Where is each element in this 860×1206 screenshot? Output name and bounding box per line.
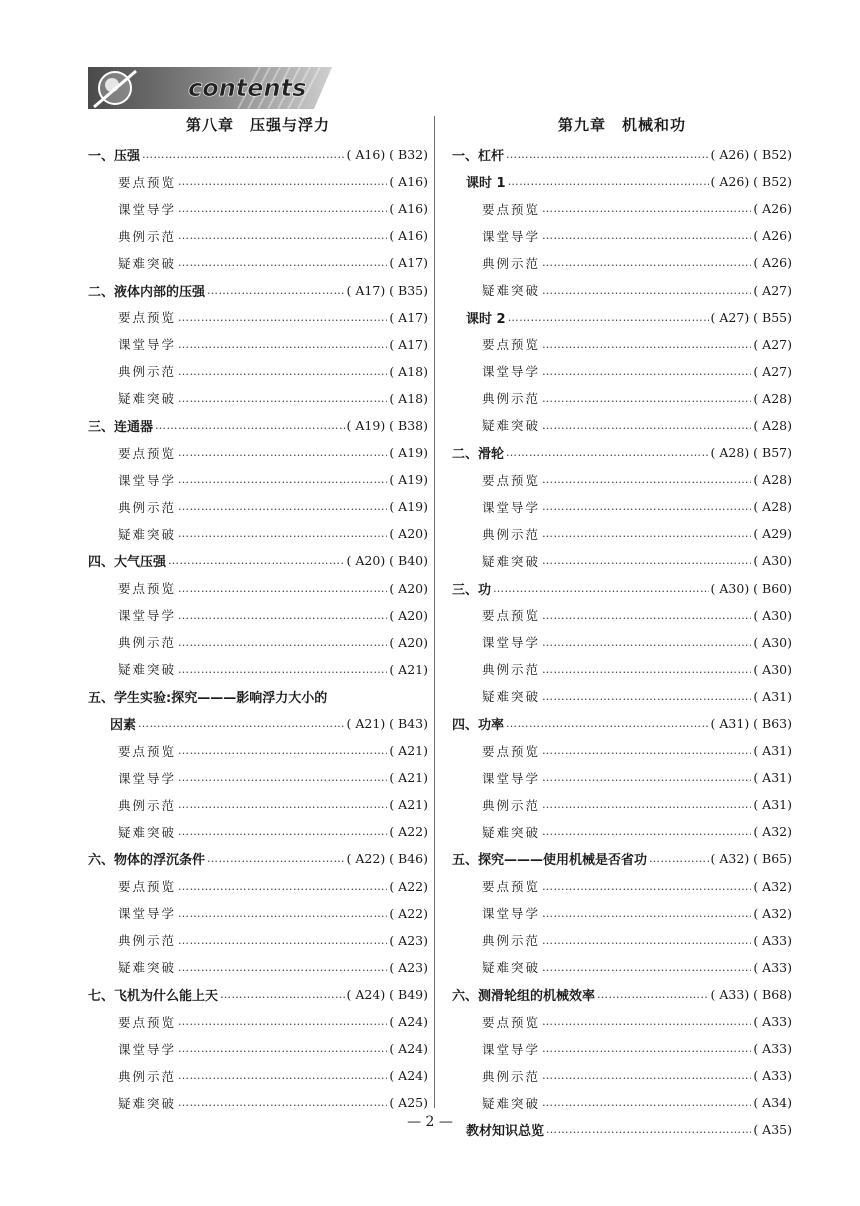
dot-leader (178, 880, 387, 893)
toc-entry-label: 要点预览 (118, 581, 177, 597)
toc-entry-label: 要点预览 (482, 201, 541, 217)
toc-subentry[interactable] (452, 358, 792, 385)
toc-entry-label: 疑难突破 (482, 960, 541, 976)
toc-entry-label: 课堂导学 (482, 635, 541, 651)
toc-entry-label: 典例示范 (482, 526, 541, 542)
dot-leader (542, 771, 751, 784)
dot-leader (542, 825, 751, 838)
toc-subentry[interactable] (88, 818, 428, 845)
toc-entry-label: 疑难突破 (118, 391, 177, 407)
toc-subentry[interactable] (88, 737, 428, 764)
page-reference: ( A19) (389, 472, 428, 488)
toc-entry-label: 典例示范 (118, 499, 177, 515)
dot-leader (220, 988, 345, 1001)
toc-entry-label: 课堂导学 (118, 337, 177, 353)
dot-leader (178, 961, 387, 974)
toc-entry-label: 课时 1 (466, 176, 506, 192)
toc-list (88, 141, 428, 1116)
page-reference: ( A16) ( B32) (346, 147, 428, 163)
toc-entry[interactable] (452, 845, 792, 872)
toc-entry-label: 典例示范 (482, 662, 541, 678)
page-reference: ( A27) (753, 363, 792, 379)
page-reference: ( A23) (389, 959, 428, 975)
page-reference: ( A28) (753, 472, 792, 488)
toc-subentry[interactable] (88, 900, 428, 927)
chapter-title: 第九章 机械和功 (557, 116, 686, 134)
toc-entry-label: 课堂导学 (482, 364, 541, 380)
dot-leader (542, 473, 751, 486)
dot-leader (542, 527, 751, 540)
page-reference: ( A21) (389, 743, 428, 759)
page-reference: ( A17) (389, 336, 428, 352)
toc-entry-label: 疑难突破 (118, 255, 177, 271)
toc-entry-label: 要点预览 (118, 1014, 177, 1030)
toc-entry-label: 七、飞机为什么能上天 (88, 988, 219, 1004)
dot-leader (649, 852, 709, 865)
toc-entry-label: 典例示范 (118, 933, 177, 949)
toc-subentry[interactable] (88, 304, 428, 331)
toc-entry-label: 四、功率 (452, 718, 505, 734)
page-reference: ( A20) (389, 607, 428, 623)
page-reference: ( A26) (753, 228, 792, 244)
dot-leader (178, 1042, 387, 1055)
toc-entry-label: 要点预览 (118, 310, 177, 326)
toc-subentry[interactable] (452, 927, 792, 954)
page-reference: ( A31) (753, 797, 792, 813)
toc-subentry[interactable] (88, 764, 428, 791)
dot-leader (508, 175, 709, 188)
toc-entry-label: 教材知识总览 (466, 1124, 545, 1140)
dot-leader (542, 1042, 751, 1055)
page-reference: ( A26) ( B52) (710, 174, 792, 190)
dot-leader (138, 717, 345, 730)
dot-leader (542, 229, 751, 242)
dot-leader (506, 717, 709, 730)
toc-entry[interactable] (452, 575, 792, 602)
dot-leader (542, 1096, 751, 1109)
toc-subentry[interactable] (88, 927, 428, 954)
toc-entry-label: 疑难突破 (118, 824, 177, 840)
page-reference: ( A18) (389, 363, 428, 379)
toc-entry-label: 课时 2 (466, 311, 506, 327)
toc-subentry[interactable] (88, 385, 428, 412)
page-reference: ( A21) ( B43) (346, 716, 428, 732)
toc-subentry[interactable] (452, 331, 792, 358)
page-reference: ( A20) (389, 580, 428, 596)
toc-subentry[interactable] (452, 873, 792, 900)
toc-entry-label: 疑难突破 (482, 689, 541, 705)
toc-subentry[interactable] (88, 873, 428, 900)
page-reference: ( A34) (753, 1095, 792, 1111)
page-reference: ( A31) (753, 688, 792, 704)
dot-leader (178, 1069, 387, 1082)
dot-leader (508, 311, 709, 324)
dot-leader (542, 1015, 751, 1028)
dot-leader (542, 419, 751, 432)
dot-leader (178, 229, 387, 242)
toc-entry-label: 典例示范 (118, 228, 177, 244)
toc-subentry[interactable] (452, 737, 792, 764)
toc-subentry[interactable] (452, 602, 792, 629)
page-reference: ( A28) ( B57) (710, 445, 792, 461)
dot-leader (542, 907, 751, 920)
dot-leader (178, 582, 387, 595)
page-reference: ( A35) (753, 1122, 792, 1138)
page-reference: ( A21) (389, 770, 428, 786)
toc-subentry[interactable] (88, 602, 428, 629)
dot-leader (178, 663, 387, 676)
toc-subentry[interactable] (452, 1008, 792, 1035)
toc-entry-label: 课堂导学 (118, 472, 177, 488)
toc-entry-label: 疑难突破 (482, 283, 541, 299)
left-column (88, 114, 428, 1116)
page-reference: ( A31) ( B63) (710, 716, 792, 732)
toc-entry-label: 要点预览 (482, 879, 541, 895)
dot-leader (542, 500, 751, 513)
dot-leader (178, 1015, 387, 1028)
page-reference: ( A16) (389, 201, 428, 217)
dot-leader (542, 690, 751, 703)
toc-subentry[interactable] (452, 222, 792, 249)
page-reference: ( A26) ( B52) (710, 147, 792, 163)
page-reference: ( A24) (389, 1068, 428, 1084)
toc-entry[interactable] (88, 710, 428, 737)
toc-entry[interactable] (452, 141, 792, 168)
toc-subentry[interactable] (452, 466, 792, 493)
dot-leader (178, 446, 387, 459)
toc-entry-label: 三、功 (452, 582, 492, 598)
toc-entry-label: 要点预览 (118, 879, 177, 895)
toc-subentry[interactable] (88, 791, 428, 818)
toc-subentry[interactable] (88, 1062, 428, 1089)
toc-subentry[interactable] (452, 1062, 792, 1089)
toc-entry-label: 二、滑轮 (452, 447, 505, 463)
toc-subentry[interactable] (88, 1008, 428, 1035)
toc-subentry[interactable] (88, 331, 428, 358)
dot-leader (178, 744, 387, 757)
toc-subentry[interactable] (88, 358, 428, 385)
dot-leader (178, 1096, 387, 1109)
page-reference: ( A30) (753, 553, 792, 569)
dot-leader (155, 419, 345, 432)
page-reference: ( A22) ( B46) (346, 851, 428, 867)
toc-subentry[interactable] (452, 412, 792, 439)
toc-entry-label: 要点预览 (482, 608, 541, 624)
page-reference: ( A33) (753, 1014, 792, 1030)
page-reference: ( A32) (753, 824, 792, 840)
page-reference: ( A33) (753, 932, 792, 948)
dot-leader (493, 582, 709, 595)
dot-leader (178, 175, 387, 188)
page-reference: ( A33) ( B68) (710, 986, 792, 1002)
toc-entry-label: 典例示范 (118, 1068, 177, 1084)
toc-entry-label: 要点预览 (118, 445, 177, 461)
dot-leader (178, 825, 387, 838)
page-reference: ( A24) ( B49) (346, 986, 428, 1002)
toc-subentry[interactable] (88, 520, 428, 547)
page-reference: ( A31) (753, 770, 792, 786)
dot-leader (542, 880, 751, 893)
page-reference: ( A22) (389, 824, 428, 840)
dot-leader (207, 284, 345, 297)
toc-entry-label: 要点预览 (482, 472, 541, 488)
dot-leader (178, 907, 387, 920)
page-reference: ( A28) (753, 390, 792, 406)
toc-section-heading[interactable]: 五、学生实验:探究———影响浮力大小的 (88, 690, 328, 706)
page-reference: ( A20) ( B40) (346, 553, 428, 569)
dot-leader (506, 446, 709, 459)
dot-leader (178, 392, 387, 405)
toc-entry-label: 一、杠杆 (452, 149, 505, 165)
dot-leader (178, 636, 387, 649)
page-reference: ( A23) (389, 932, 428, 948)
toc-entry[interactable] (452, 168, 792, 195)
page-reference: ( A32) (753, 878, 792, 894)
toc-subentry[interactable] (452, 520, 792, 547)
toc-entry-label: 课堂导学 (482, 228, 541, 244)
toc-subentry[interactable] (452, 818, 792, 845)
toc-subentry[interactable] (452, 493, 792, 520)
toc-entry-label: 典例示范 (482, 255, 541, 271)
page-reference: ( A16) (389, 228, 428, 244)
page-reference: ( A26) (753, 255, 792, 271)
dot-leader (542, 636, 751, 649)
toc-entry-label: 典例示范 (482, 1068, 541, 1084)
toc-entry[interactable] (452, 304, 792, 331)
toc-subentry[interactable] (88, 466, 428, 493)
page-reference: ( A30) ( B60) (710, 580, 792, 596)
page-number: — 2 — (407, 1114, 453, 1130)
toc-subentry[interactable] (452, 195, 792, 222)
toc-entry-label: 疑难突破 (118, 1095, 177, 1111)
toc-subentry[interactable] (452, 791, 792, 818)
toc-entry-label: 课堂导学 (482, 906, 541, 922)
toc-subentry[interactable] (88, 439, 428, 466)
page-reference: ( A27) ( B55) (710, 309, 792, 325)
toc-entry-label: 课堂导学 (482, 499, 541, 515)
page-reference: ( A32) ( B65) (710, 851, 792, 867)
page-reference: ( A20) (389, 634, 428, 650)
toc-subentry[interactable] (452, 547, 792, 574)
toc-entry-label: 六、物体的浮沉条件 (88, 853, 206, 869)
toc-entry-label: 疑难突破 (482, 824, 541, 840)
page-reference: ( A22) (389, 878, 428, 894)
toc-entry[interactable] (88, 547, 428, 574)
page-reference: ( A32) (753, 905, 792, 921)
dot-leader (542, 961, 751, 974)
toc-entry[interactable] (88, 845, 428, 872)
dot-leader (542, 1069, 751, 1082)
toc-subentry[interactable] (452, 276, 792, 303)
toc-entry-label: 疑难突破 (118, 960, 177, 976)
toc-entry-label: 课堂导学 (118, 1041, 177, 1057)
toc-subentry[interactable] (88, 954, 428, 981)
toc-subentry[interactable] (452, 1089, 792, 1116)
dot-leader (178, 500, 387, 513)
page-reference: ( A33) (753, 1041, 792, 1057)
dot-leader (178, 473, 387, 486)
toc-entry-label: 典例示范 (482, 797, 541, 813)
dot-leader (597, 988, 709, 1001)
dot-leader (506, 148, 709, 161)
page-reference: ( A24) (389, 1014, 428, 1030)
toc-entry-label: 二、液体内部的压强 (88, 284, 206, 300)
toc-entry-label: 典例示范 (118, 635, 177, 651)
page-reference: ( A28) (753, 417, 792, 433)
toc-subentry[interactable] (88, 195, 428, 222)
toc-subentry[interactable] (452, 764, 792, 791)
page-reference: ( A31) (753, 743, 792, 759)
toc-subentry[interactable] (452, 629, 792, 656)
dot-leader (142, 148, 345, 161)
dot-leader (542, 392, 751, 405)
page-reference: ( A24) (389, 1041, 428, 1057)
dot-leader (542, 284, 751, 297)
page-reference: ( A30) (753, 607, 792, 623)
page-reference: ( A22) (389, 905, 428, 921)
toc-entry-label: 要点预览 (118, 174, 177, 190)
toc-entry[interactable] (88, 412, 428, 439)
page-reference: ( A17) ( B35) (346, 282, 428, 298)
toc-entry-label: 课堂导学 (118, 608, 177, 624)
toc-entry-label: 要点预览 (118, 743, 177, 759)
toc-entry[interactable] (88, 276, 428, 303)
toc-entry-label: 典例示范 (482, 933, 541, 949)
toc-entry-label: 四、大气压强 (88, 555, 167, 571)
dot-leader (542, 202, 751, 215)
column-divider (434, 116, 435, 1108)
dot-leader (542, 663, 751, 676)
toc-entry-label: 因素 (110, 718, 137, 734)
dot-leader (178, 934, 387, 947)
toc-subentry[interactable] (88, 575, 428, 602)
right-column (452, 114, 792, 1143)
page-reference: ( A21) (389, 797, 428, 813)
toc-entry-label: 典例示范 (118, 364, 177, 380)
toc-subentry[interactable] (452, 249, 792, 276)
page-reference: ( A17) (389, 309, 428, 325)
toc-entry-label: 课堂导学 (118, 201, 177, 217)
chapter-title: 第八章 压强与浮力 (185, 116, 330, 134)
toc-entry-label: 三、连通器 (88, 419, 154, 435)
toc-entry-label: 课堂导学 (118, 906, 177, 922)
toc-entry-label: 五、探究———使用机械是否省功 (452, 853, 648, 869)
page-reference: ( A19) (389, 445, 428, 461)
toc-entry-label: 要点预览 (482, 743, 541, 759)
page-reference: ( A27) (753, 282, 792, 298)
dot-leader (178, 256, 387, 269)
dot-leader (542, 365, 751, 378)
dot-leader (542, 934, 751, 947)
dot-leader (542, 554, 751, 567)
dot-leader (542, 338, 751, 351)
page-reference: ( A17) (389, 255, 428, 271)
page-reference: ( A33) (753, 959, 792, 975)
page-reference: ( A33) (753, 1068, 792, 1084)
toc-entry-label: 疑难突破 (482, 553, 541, 569)
page-reference: ( A30) (753, 661, 792, 677)
toc-entry-label: 一、压强 (88, 149, 141, 165)
toc-entry-label: 六、测滑轮组的机械效率 (452, 988, 596, 1004)
toc-entry-label: 要点预览 (482, 337, 541, 353)
page-reference: ( A18) (389, 390, 428, 406)
toc-entry-label: 课堂导学 (482, 770, 541, 786)
toc-entry[interactable] (452, 981, 792, 1008)
toc-entry-label: 疑难突破 (482, 1095, 541, 1111)
toc-entry[interactable] (88, 981, 428, 1008)
page-reference: ( A27) (753, 336, 792, 352)
dot-leader (542, 256, 751, 269)
page-reference: ( A26) (753, 201, 792, 217)
dot-leader (178, 311, 387, 324)
toc-subentry[interactable] (452, 900, 792, 927)
toc-subentry[interactable] (452, 385, 792, 412)
dot-leader (178, 798, 387, 811)
dot-leader (542, 744, 751, 757)
toc-subentry[interactable] (88, 222, 428, 249)
toc-entry-label: 课堂导学 (118, 770, 177, 786)
toc-entry-label: 典例示范 (482, 391, 541, 407)
banner-title: contents (188, 74, 307, 102)
page-reference: ( A19) ( B38) (346, 417, 428, 433)
dot-leader (178, 202, 387, 215)
dot-leader (178, 338, 387, 351)
toc-subentry[interactable] (88, 656, 428, 683)
toc-subentry[interactable] (88, 1089, 428, 1116)
page-reference: ( A30) (753, 634, 792, 650)
toc-subentry[interactable] (452, 683, 792, 710)
toc-entry-label: 疑难突破 (118, 526, 177, 542)
dot-leader (207, 852, 345, 865)
page-reference: ( A16) (389, 174, 428, 190)
dot-leader (178, 365, 387, 378)
toc-subentry[interactable] (88, 629, 428, 656)
page-reference: ( A25) (389, 1095, 428, 1111)
toc-entry-label: 典例示范 (118, 797, 177, 813)
dot-leader (178, 527, 387, 540)
page-reference: ( A19) (389, 499, 428, 515)
page-reference: ( A20) (389, 526, 428, 542)
dot-leader (542, 609, 751, 622)
toc-subentry[interactable] (88, 1035, 428, 1062)
toc-entry-label: 疑难突破 (118, 662, 177, 678)
page-reference: ( A29) (753, 526, 792, 542)
toc-entry[interactable] (452, 439, 792, 466)
toc-entry[interactable] (452, 710, 792, 737)
toc-subentry[interactable] (88, 249, 428, 276)
toc-list (452, 141, 792, 1143)
page-reference: ( A28) (753, 499, 792, 515)
toc-entry-label: 疑难突破 (482, 418, 541, 434)
toc-subentry[interactable] (452, 1035, 792, 1062)
dot-leader (178, 609, 387, 622)
toc-entry-label: 课堂导学 (482, 1041, 541, 1057)
toc-subentry[interactable] (452, 656, 792, 683)
dot-leader (178, 771, 387, 784)
toc-subentry[interactable] (452, 954, 792, 981)
toc-entry[interactable] (88, 141, 428, 168)
contents-banner (88, 67, 332, 109)
dot-leader (168, 554, 345, 567)
dot-leader (542, 798, 751, 811)
toc-subentry[interactable] (88, 493, 428, 520)
toc-subentry[interactable] (88, 168, 428, 195)
toc-entry-label: 要点预览 (482, 1014, 541, 1030)
page-reference: ( A21) (389, 661, 428, 677)
